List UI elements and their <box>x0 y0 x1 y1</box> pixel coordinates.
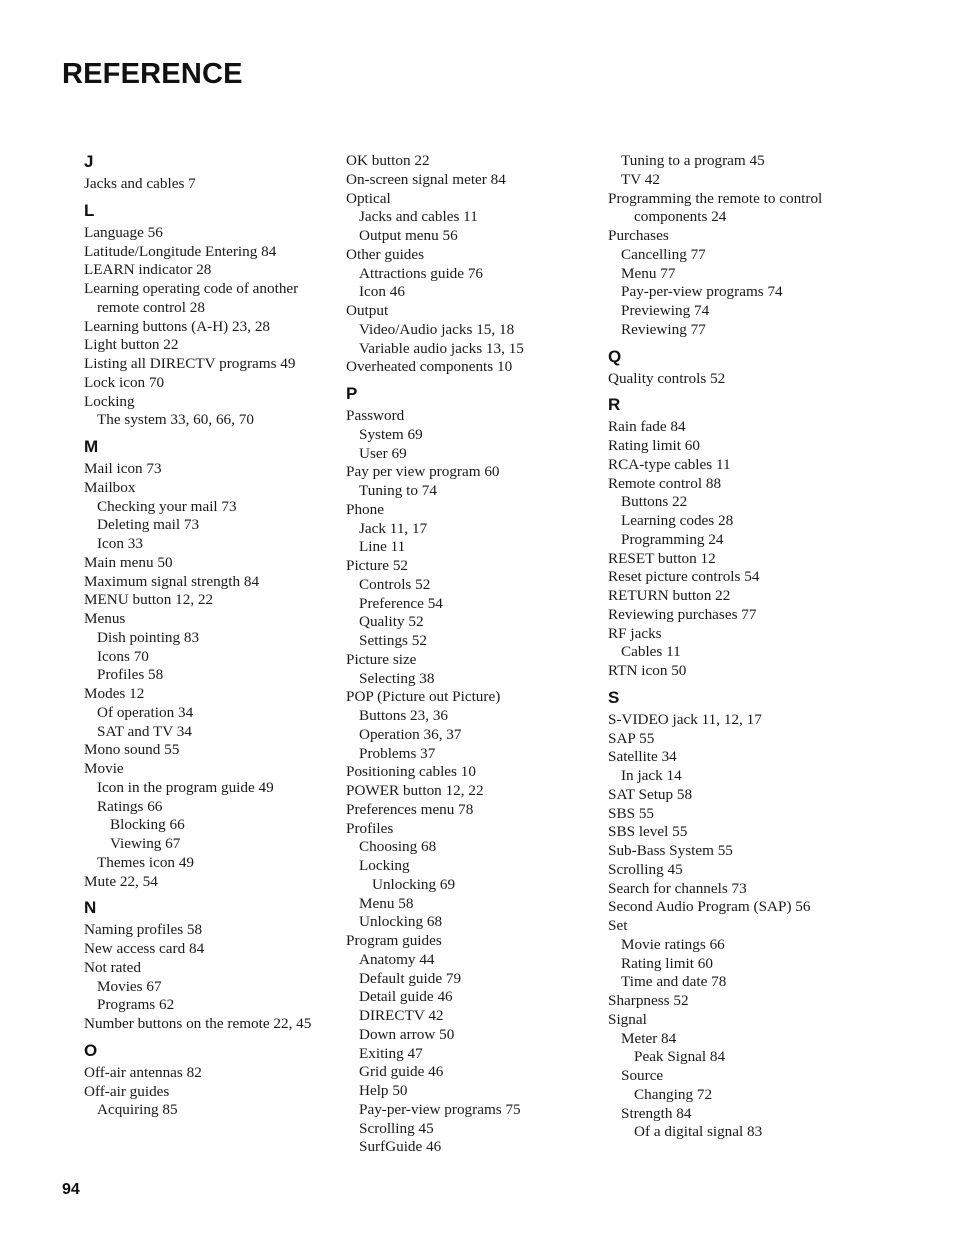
index-entry: Programming the remote to control <box>608 189 823 207</box>
index-subentry: Tuning to 74 <box>359 482 437 499</box>
index-subentry: Source <box>621 1067 664 1084</box>
index-subentry: Learning codes 28 <box>621 512 734 529</box>
index-subentry: Movie ratings 66 <box>621 935 725 953</box>
index-entry: Mono sound 55 <box>84 741 180 759</box>
index-entry: Lock icon 70 <box>84 373 165 391</box>
index-subentry: Acquiring 85 <box>97 1101 178 1119</box>
page-title: REFERENCE <box>62 58 243 90</box>
index-subentry: Rating limit 60 <box>621 954 713 972</box>
index-entry: SAT Setup 58 <box>608 785 693 803</box>
index-subentry: Icons 70 <box>97 647 149 665</box>
index-subentry: Viewing 67 <box>110 835 181 852</box>
index-subentry: Locking <box>359 857 410 874</box>
index-entry: Overheated components 10 <box>346 358 513 376</box>
index-entry: Reviewing purchases 77 <box>608 605 757 623</box>
index-subentry: Down arrow 50 <box>359 1025 455 1043</box>
index-entry: Listing all DIRECTV programs 49 <box>84 355 296 372</box>
index-subentry: Reviewing 77 <box>621 320 706 338</box>
index-subentry: Cables 11 <box>621 643 681 661</box>
index-subentry: Pay-per-view programs 75 <box>359 1100 521 1118</box>
index-entry: Signal <box>608 1010 647 1028</box>
index-entry: OK button 22 <box>346 152 430 169</box>
index-entry: Language 56 <box>84 223 163 241</box>
index-section-letter: P <box>346 384 358 403</box>
index-subentry: SAT and TV 34 <box>97 722 192 740</box>
index-entry: Mailbox <box>84 478 136 496</box>
index-entry: RF jacks <box>608 624 662 642</box>
index-entry: Main menu 50 <box>84 553 173 571</box>
index-entry: Rating limit 60 <box>608 437 700 454</box>
index-entry: Off-air guides <box>84 1082 170 1100</box>
index-entry: Sharpness 52 <box>608 992 689 1009</box>
index-entry: Program guides <box>346 932 442 949</box>
index-entry: On-screen signal meter 84 <box>346 170 506 188</box>
index-entry: Other guides <box>346 245 425 263</box>
index-column-3 <box>608 152 822 1142</box>
index-subentry: Deleting mail 73 <box>97 516 200 534</box>
index-subentry: Problems 37 <box>359 744 436 762</box>
index-entry: RETURN button 22 <box>608 587 731 604</box>
index-subentry: Blocking 66 <box>110 816 185 834</box>
index-subentry: Movies 67 <box>97 977 162 995</box>
index-subentry: SurfGuide 46 <box>359 1138 442 1156</box>
index-entry: Number buttons on the remote 22, 45 <box>84 1015 312 1032</box>
index-entry: Preferences menu 78 <box>346 800 474 818</box>
index-entry: Mail icon 73 <box>84 460 162 477</box>
index-entry: Satellite 34 <box>608 748 677 766</box>
index-column-1 <box>84 152 311 1120</box>
index-entry: Quality controls 52 <box>608 369 726 387</box>
index-subentry: In jack 14 <box>621 767 682 784</box>
index-entry: Phone <box>346 500 384 518</box>
index-column-2 <box>346 152 524 1157</box>
index-entry: Search for channels 73 <box>608 879 747 897</box>
index-entry: Profiles <box>346 819 394 837</box>
index-subentry: Unlocking 69 <box>372 875 456 893</box>
index-subentry: Peak Signal 84 <box>634 1048 726 1066</box>
index-section-letter: S <box>608 687 620 707</box>
index-entry: Output <box>346 302 389 319</box>
index-subentry: Checking your mail 73 <box>97 497 237 515</box>
index-subentry: Buttons 22 <box>621 493 688 511</box>
index-subentry: Strength 84 <box>621 1104 692 1122</box>
index-entry: Pay per view program 60 <box>346 463 500 481</box>
index-entry: RCA-type cables 11 <box>608 455 731 473</box>
index-subentry: Quality 52 <box>359 613 424 631</box>
index-entry: Picture 52 <box>346 557 409 574</box>
index-subentry: DIRECTV 42 <box>359 1007 444 1024</box>
index-entry: SBS level 55 <box>608 823 688 841</box>
index-subentry: Buttons 23, 36 <box>359 707 449 724</box>
index-subentry: Exiting 47 <box>359 1044 423 1062</box>
index-entry: S-VIDEO jack 11, 12, 17 <box>608 710 762 728</box>
index-subentry: Operation 36, 37 <box>359 725 462 743</box>
index-subentry: The system 33, 60, 66, 70 <box>97 411 254 429</box>
index-subentry: Choosing 68 <box>359 838 437 856</box>
index-entry: Naming profiles 58 <box>84 921 203 939</box>
index-entry: Locking <box>84 392 135 410</box>
index-section-letter: R <box>608 395 621 415</box>
index-entry: Modes 12 <box>84 685 145 702</box>
index-subentry: Profiles 58 <box>97 666 164 684</box>
index-entry: Light button 22 <box>84 336 179 354</box>
index-section-letter: M <box>84 437 99 456</box>
index-subentry: Video/Audio jacks 15, 18 <box>359 320 515 338</box>
index-subentry: Themes icon 49 <box>97 853 195 871</box>
index-entry: Purchases <box>608 227 669 244</box>
index-subentry: Output menu 56 <box>359 227 458 244</box>
index-subentry: components 24 <box>634 208 727 226</box>
index-subentry: Icon 46 <box>359 283 405 301</box>
index-subentry: Settings 52 <box>359 632 427 649</box>
index-subentry: User 69 <box>359 444 407 462</box>
index-subentry: Icon 33 <box>97 535 143 552</box>
index-entry: RTN icon 50 <box>608 662 687 679</box>
index-section-letter: J <box>84 152 94 171</box>
index-subentry: Unlocking 68 <box>359 913 443 931</box>
index-entry: SBS 55 <box>608 804 655 822</box>
index-entry: Set <box>608 917 628 934</box>
index-subentry: Tuning to a program 45 <box>621 152 765 169</box>
index-entry: Reset picture controls 54 <box>608 568 760 586</box>
index-entry: LEARN indicator 28 <box>84 261 212 279</box>
index-subentry: Of a digital signal 83 <box>634 1123 763 1141</box>
index-subentry: Cancelling 77 <box>621 245 706 263</box>
index-entry: Picture size <box>346 650 417 668</box>
index-entry: Latitude/Longitude Entering 84 <box>84 242 277 260</box>
index-subentry: Grid guide 46 <box>359 1063 444 1081</box>
index-section-letter: N <box>84 898 97 918</box>
index-subentry: Of operation 34 <box>97 703 194 721</box>
index-subentry: Default guide 79 <box>359 969 462 987</box>
index-subentry: Jack 11, 17 <box>359 519 428 537</box>
index-subentry: Programs 62 <box>97 996 175 1014</box>
index-subentry: Selecting 38 <box>359 669 435 687</box>
index-section-letter: O <box>84 1040 98 1060</box>
index-subentry: Previewing 74 <box>621 302 710 319</box>
index-entry: RESET button 12 <box>608 549 716 567</box>
index-subentry: Line 11 <box>359 538 406 556</box>
index-entry: Password <box>346 407 405 424</box>
index-entry: Jacks and cables 7 <box>84 175 196 192</box>
index-subentry: Menu 77 <box>621 264 676 282</box>
index-subentry: Scrolling 45 <box>359 1119 434 1137</box>
index-entry: SAP 55 <box>608 729 655 747</box>
index-entry: MENU button 12, 22 <box>84 591 214 609</box>
page-number: 94 <box>62 1181 80 1198</box>
index-entry: New access card 84 <box>84 940 205 957</box>
index-subentry: Time and date 78 <box>621 973 727 991</box>
index-subentry: System 69 <box>359 425 423 443</box>
index-subentry: Menu 58 <box>359 894 414 912</box>
index-entry: Movie <box>84 760 124 777</box>
index-subentry: Preference 54 <box>359 594 443 612</box>
index-subentry: Dish pointing 83 <box>97 628 200 646</box>
index-subentry: Jacks and cables 11 <box>359 208 478 226</box>
index-subentry: Help 50 <box>359 1082 408 1099</box>
index-subentry: Pay-per-view programs 74 <box>621 283 783 301</box>
index-entry: Learning buttons (A-H) 23, 28 <box>84 317 271 335</box>
index-entry: Mute 22, 54 <box>84 872 158 890</box>
index-entry: POWER button 12, 22 <box>346 782 484 799</box>
index-subentry: TV 42 <box>621 170 660 188</box>
index-section-letter: Q <box>608 346 622 366</box>
index-entry: Menus <box>84 610 126 627</box>
index-entry: Learning operating code of another <box>84 280 299 297</box>
index-subentry: Attractions guide 76 <box>359 264 484 282</box>
index-subentry: Detail guide 46 <box>359 988 453 1006</box>
index-entry: Not rated <box>84 958 141 976</box>
index-entry: Positioning cables 10 <box>346 763 476 781</box>
index-entry: POP (Picture out Picture) <box>346 688 501 706</box>
index-entry: Rain fade 84 <box>608 418 686 436</box>
index-subentry: Meter 84 <box>621 1029 677 1047</box>
index-entry: Sub-Bass System 55 <box>608 842 733 859</box>
index-subentry: Anatomy 44 <box>359 950 435 968</box>
index-section-letter: L <box>84 200 95 220</box>
index-subentry: Icon in the program guide 49 <box>97 778 274 796</box>
index-subentry: Variable audio jacks 13, 15 <box>359 339 524 357</box>
index-entry: Maximum signal strength 84 <box>84 572 260 590</box>
index-entry: Off-air antennas 82 <box>84 1063 202 1081</box>
index-subentry: Programming 24 <box>621 530 724 548</box>
index-entry: Scrolling 45 <box>608 860 683 878</box>
index-subentry: Changing 72 <box>634 1085 713 1103</box>
index-subentry: remote control 28 <box>97 298 205 316</box>
index-subentry: Controls 52 <box>359 575 431 593</box>
index-entry: Second Audio Program (SAP) 56 <box>608 898 811 916</box>
index-entry: Optical <box>346 189 391 207</box>
index-subentry: Ratings 66 <box>97 797 163 815</box>
index-entry: Remote control 88 <box>608 474 722 492</box>
